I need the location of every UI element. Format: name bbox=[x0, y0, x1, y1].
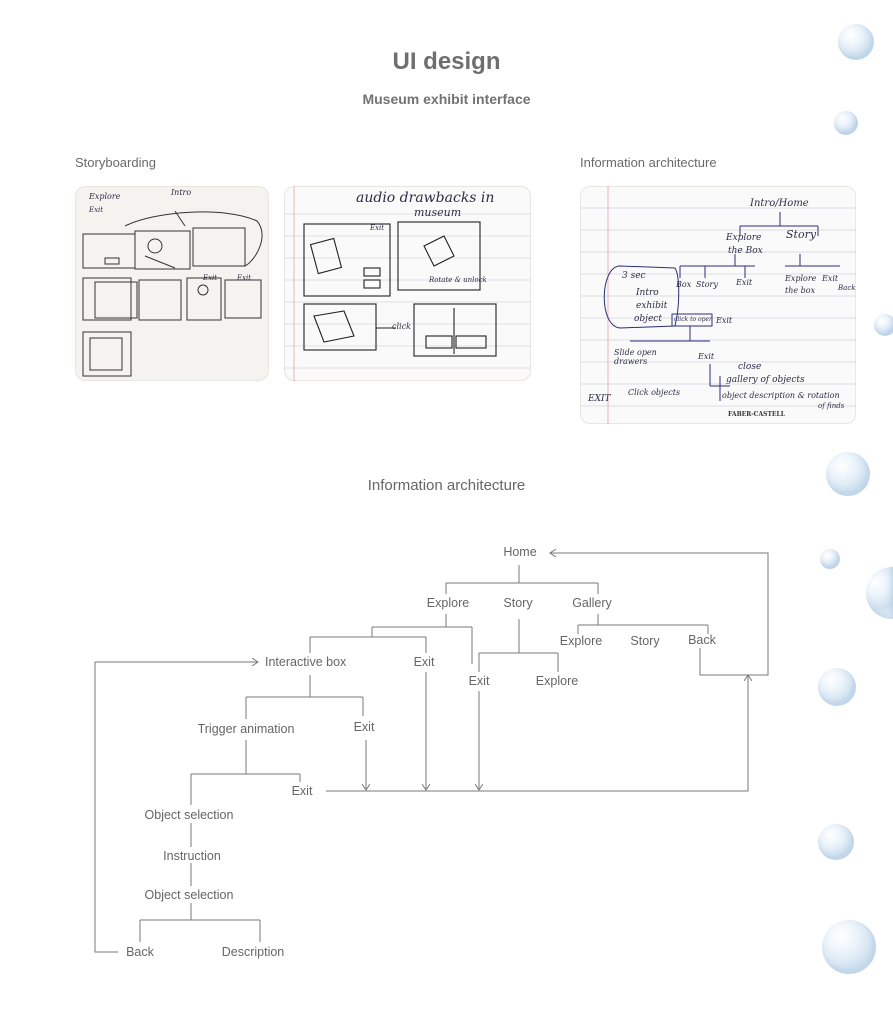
node-gallery-back: Back bbox=[688, 633, 716, 647]
bubble-decoration bbox=[838, 24, 874, 60]
back-to-box-arrow bbox=[95, 662, 258, 952]
bubble-decoration bbox=[874, 314, 893, 336]
ia-sketch-text-the-box: the Box bbox=[728, 246, 763, 256]
info-arch-sketch-label: Information architecture bbox=[580, 155, 717, 170]
storyboard-1-drawing bbox=[75, 186, 269, 381]
storyboarding-label: Storyboarding bbox=[75, 155, 156, 170]
node-trigger-exit: Exit bbox=[291, 784, 313, 798]
node-box-exit: Exit bbox=[353, 720, 375, 734]
exit-bus-arrow bbox=[326, 675, 748, 791]
ia-sketch-text-exit-4: Exit bbox=[698, 352, 715, 361]
ia-sketch-text-exit-5: EXIT bbox=[588, 394, 611, 404]
ia-sketch-drawing bbox=[580, 186, 856, 424]
storyboard-2-drawing bbox=[284, 186, 531, 381]
storyboard-1-text-exit-2: Exit bbox=[203, 274, 218, 282]
ia-sketch-text-intro: Intro bbox=[636, 288, 659, 298]
ia-sketch-text-gallery: gallery of objects bbox=[726, 375, 805, 385]
ia-sketch-text-click-objects: Click objects bbox=[628, 388, 681, 397]
node-interactive-box: Interactive box bbox=[265, 655, 347, 669]
ia-sketch-text-box: Box bbox=[676, 280, 692, 289]
ia-sketch-text-home: Intro/Home bbox=[750, 198, 809, 209]
ia-sketch-text-explore-2: Explore bbox=[785, 274, 817, 283]
storyboard-2-text-museum: museum bbox=[414, 206, 462, 219]
ia-sketch-text-back: Back bbox=[838, 284, 856, 292]
ia-sketch-text-story: Story bbox=[786, 228, 817, 241]
ia-sketch-text-brand: FABER-CASTELL bbox=[728, 411, 785, 418]
node-explore: Explore bbox=[426, 596, 470, 610]
node-gallery-explore: Explore bbox=[559, 634, 603, 648]
node-gallery-story: Story bbox=[630, 634, 660, 648]
storyboard-2-text-rotate: Rotate & unlock bbox=[429, 276, 487, 284]
ia-sketch-text-object: object bbox=[634, 314, 662, 324]
storyboard-2-text-click: click bbox=[392, 322, 411, 331]
ia-sketch-text-exit-2: Exit bbox=[822, 274, 839, 283]
storyboard-sketch-1 bbox=[75, 186, 269, 381]
bubble-decoration bbox=[834, 111, 858, 135]
storyboard-1-text-exit-1: Exit bbox=[89, 206, 104, 214]
ia-sketch-text-the-box-2: the box bbox=[785, 286, 816, 295]
ia-sketch-text-exhibit: exhibit bbox=[636, 301, 668, 311]
node-instruction: Instruction bbox=[163, 849, 221, 863]
node-gallery: Gallery bbox=[572, 596, 612, 610]
node-story: Story bbox=[503, 596, 533, 610]
ia-sketch-text-description: object description & rotation bbox=[722, 391, 840, 400]
ia-sketch-photo bbox=[580, 186, 856, 424]
ia-sketch-text-click-open: click to open bbox=[674, 316, 713, 323]
storyboard-2-text-exit: Exit bbox=[370, 224, 385, 232]
ia-sketch-text-of-finds: of finds bbox=[818, 402, 845, 410]
node-description: Description bbox=[221, 945, 285, 959]
ia-sketch-text-story-2: Story bbox=[696, 280, 718, 289]
storyboard-sketch-2 bbox=[284, 186, 531, 381]
node-story-exit: Exit bbox=[468, 674, 490, 688]
storyboard-2-text-heading: audio drawbacks in bbox=[356, 190, 495, 206]
ia-sketch-text-exit: Exit bbox=[736, 278, 753, 287]
storyboard-1-text-explore: Explore bbox=[89, 192, 121, 201]
node-back: Back bbox=[126, 945, 154, 959]
node-object-selection-1: Object selection bbox=[144, 808, 234, 822]
ia-flow-diagram bbox=[0, 520, 893, 980]
ia-sketch-text-explore: Explore bbox=[726, 233, 762, 243]
ia-sketch-text-exit-3: Exit bbox=[716, 316, 733, 325]
page-title: UI design bbox=[392, 48, 501, 75]
node-trigger-animation: Trigger animation bbox=[197, 722, 295, 736]
node-object-selection-2: Object selection bbox=[144, 888, 234, 902]
storyboard-1-text-exit-3: Exit bbox=[237, 274, 252, 282]
ia-sketch-text-3sec: 3 sec bbox=[622, 271, 646, 281]
node-story-explore: Explore bbox=[535, 674, 579, 688]
node-home: Home bbox=[503, 545, 537, 559]
ia-sketch-text-close: close bbox=[738, 362, 762, 372]
node-explore-exit: Exit bbox=[413, 655, 435, 669]
back-to-home-arrow bbox=[550, 553, 768, 675]
ia-sketch-text-slide: Slide open drawers bbox=[614, 348, 657, 366]
diagram-title: Information architecture bbox=[367, 477, 526, 494]
page-subtitle: Museum exhibit interface bbox=[362, 91, 531, 107]
storyboard-1-text-intro: Intro bbox=[171, 188, 192, 197]
